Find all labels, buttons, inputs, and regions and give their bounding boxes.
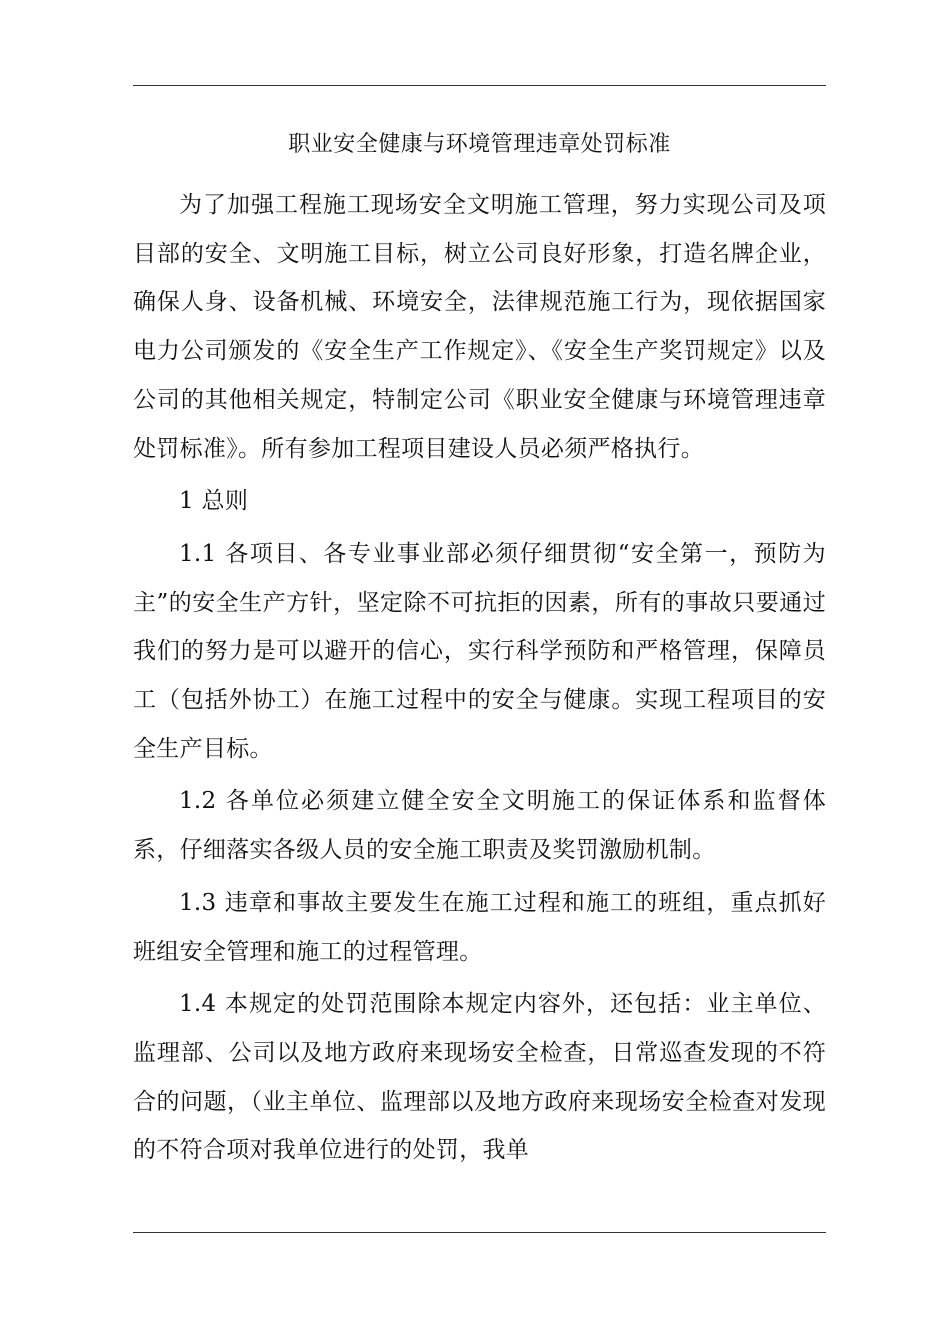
clause-1-2: 1.2 各单位必须建立健全安全文明施工的保证体系和监督体系，仔细落实各级人员的安全施工职责及奖罚激励机制。 bbox=[133, 788, 826, 864]
section-heading-general: 1 总则 bbox=[179, 488, 249, 515]
document-body bbox=[133, 181, 826, 1179]
header-rule bbox=[133, 85, 826, 86]
footer-rule bbox=[133, 1232, 826, 1233]
page-title: 职业安全健康与环境管理违章处罚标准 bbox=[288, 132, 671, 157]
intro-paragraph: 为了加强工程施工现场安全文明施工管理，努力实现公司及项目部的安全、文明施工目标，树立公司良好形象，打造名牌企业，确保人身、设备机械、环境安全，法律规范施工行为，现依据国家电力公司颁发的《安全生产工作规定》、《安全生产奖罚规定》以及公司的其他相关规定，特制定公司《职业安全健康与环境管理违章处罚标准》。所有参加工程项目建设人员必须严格执行。 bbox=[133, 192, 826, 462]
clause-1-4: 1.4 本规定的处罚范围除本规定内容外，还包括：业主单位、监理部、公司以及地方政府来现场安全检查，日常巡查发现的不符合的问题，（业主单位、监理部以及地方政府来现场安全检查对发现的不符合项对我单位进行的处罚，我单 bbox=[133, 991, 826, 1164]
clause-1-1: 1.1 各项目、各专业事业部必须仔细贯彻“安全第一，预防为主”的安全生产方针，坚定除不可抗拒的因素，所有的事故只要通过我们的努力是可以避开的信心，实行科学预防和严格管理，保障员工（包括外协工）在施工过程中的安全与健康。实现工程项目的安全生产目标。 bbox=[133, 540, 826, 762]
clause-1-3: 1.3 违章和事故主要发生在施工过程和施工的班组，重点抓好班组安全管理和施工的过程管理。 bbox=[133, 889, 826, 965]
